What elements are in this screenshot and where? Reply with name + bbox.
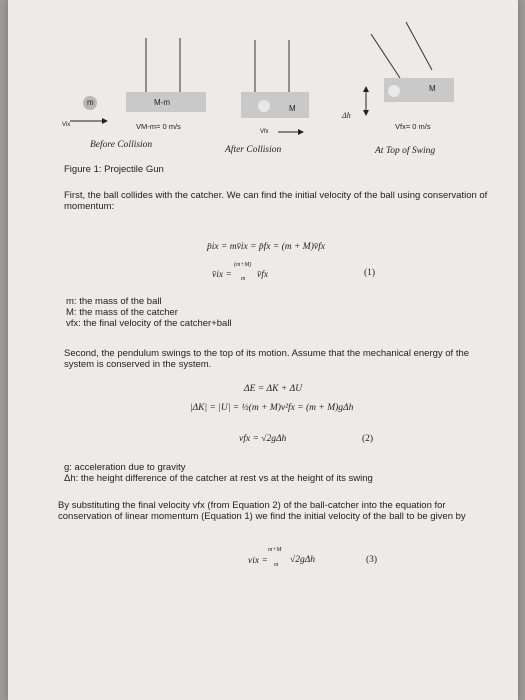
string-line [406,22,432,70]
equation-3-numerator: m+M [268,547,282,553]
equation-2a: ΔE = ΔK + ΔU [244,384,303,394]
caption-after: After Collision [225,145,282,155]
delta-h-label: Δh [342,111,351,120]
v-before-label: VM-m= 0 m/s [136,122,181,131]
ball-label: m [87,98,94,107]
equation-2-number: (2) [362,434,374,444]
figure-caption: Figure 1: Projectile Gun [64,164,164,175]
catcher-top-label: M [429,84,436,93]
catcher-after-label: M [289,104,296,113]
equation-3-number: (3) [366,555,378,565]
definition-M: M: the mass of the catcher [66,307,178,318]
arrow-head-icon [363,110,369,116]
caption-before: Before Collision [90,140,153,150]
embedded-ball-icon [388,85,400,97]
definition-vfx: vfx: the final velocity of the catcher+ball [66,318,232,329]
equation-1-number: (1) [364,268,376,278]
string-line [371,34,400,78]
equation-1b-numerator: (m+M) [234,262,252,268]
paragraph-substitution: By substituting the final velocity vfx (from Equation 2) of the ball-catcher into the equation for conservation of linear momentum (Equation 1) we find the initial velocity of the ball to be given by [58,500,466,522]
equation-1a: p̄ix = mv̄ix = p̄fx = (m + M)v̄fx [207,242,325,252]
vi-label: Vix [62,122,71,128]
caption-top: At Top of Swing [375,146,436,156]
equation-1b-lhs: v̄ix = [212,270,232,280]
equation-3-rhs: √2gΔh [290,555,316,565]
equation-2c: vfx = √2gΔh [239,434,287,444]
equation-3-denominator: m [274,562,279,568]
definition-g: g: acceleration due to gravity [64,462,186,473]
equation-1b-denominator: m [241,276,246,282]
arrow-head-icon [102,118,108,124]
document-page [8,0,518,700]
embedded-ball-icon [258,100,270,112]
paragraph-intro: First, the ball collides with the catcher. We can find the initial velocity of the ball using conservation of momentum: [64,190,488,212]
arrow-head-icon [298,129,304,135]
equation-2b: |ΔK| = |U| = ½(m + M)v²fx = (m + M)gΔh [190,403,354,413]
catcher-before-label: M-m [154,98,170,107]
equation-1b-rhs: v̄fx [257,270,269,280]
catcher-block-after [241,92,309,118]
v-top-label: Vfx= 0 m/s [395,122,431,131]
equation-3-lhs: vix = [248,556,268,566]
arrow-head-icon [363,86,369,92]
definition-delta-h: Δh: the height difference of the catcher at rest vs at the height of its swing [64,473,373,484]
paragraph-energy: Second, the pendulum swings to the top of its motion. Assume that the mechanical energy of the system is conserved in the system. [64,348,470,370]
v-after-label: Vfx [260,129,269,135]
definition-m: m: the mass of the ball [66,296,162,307]
